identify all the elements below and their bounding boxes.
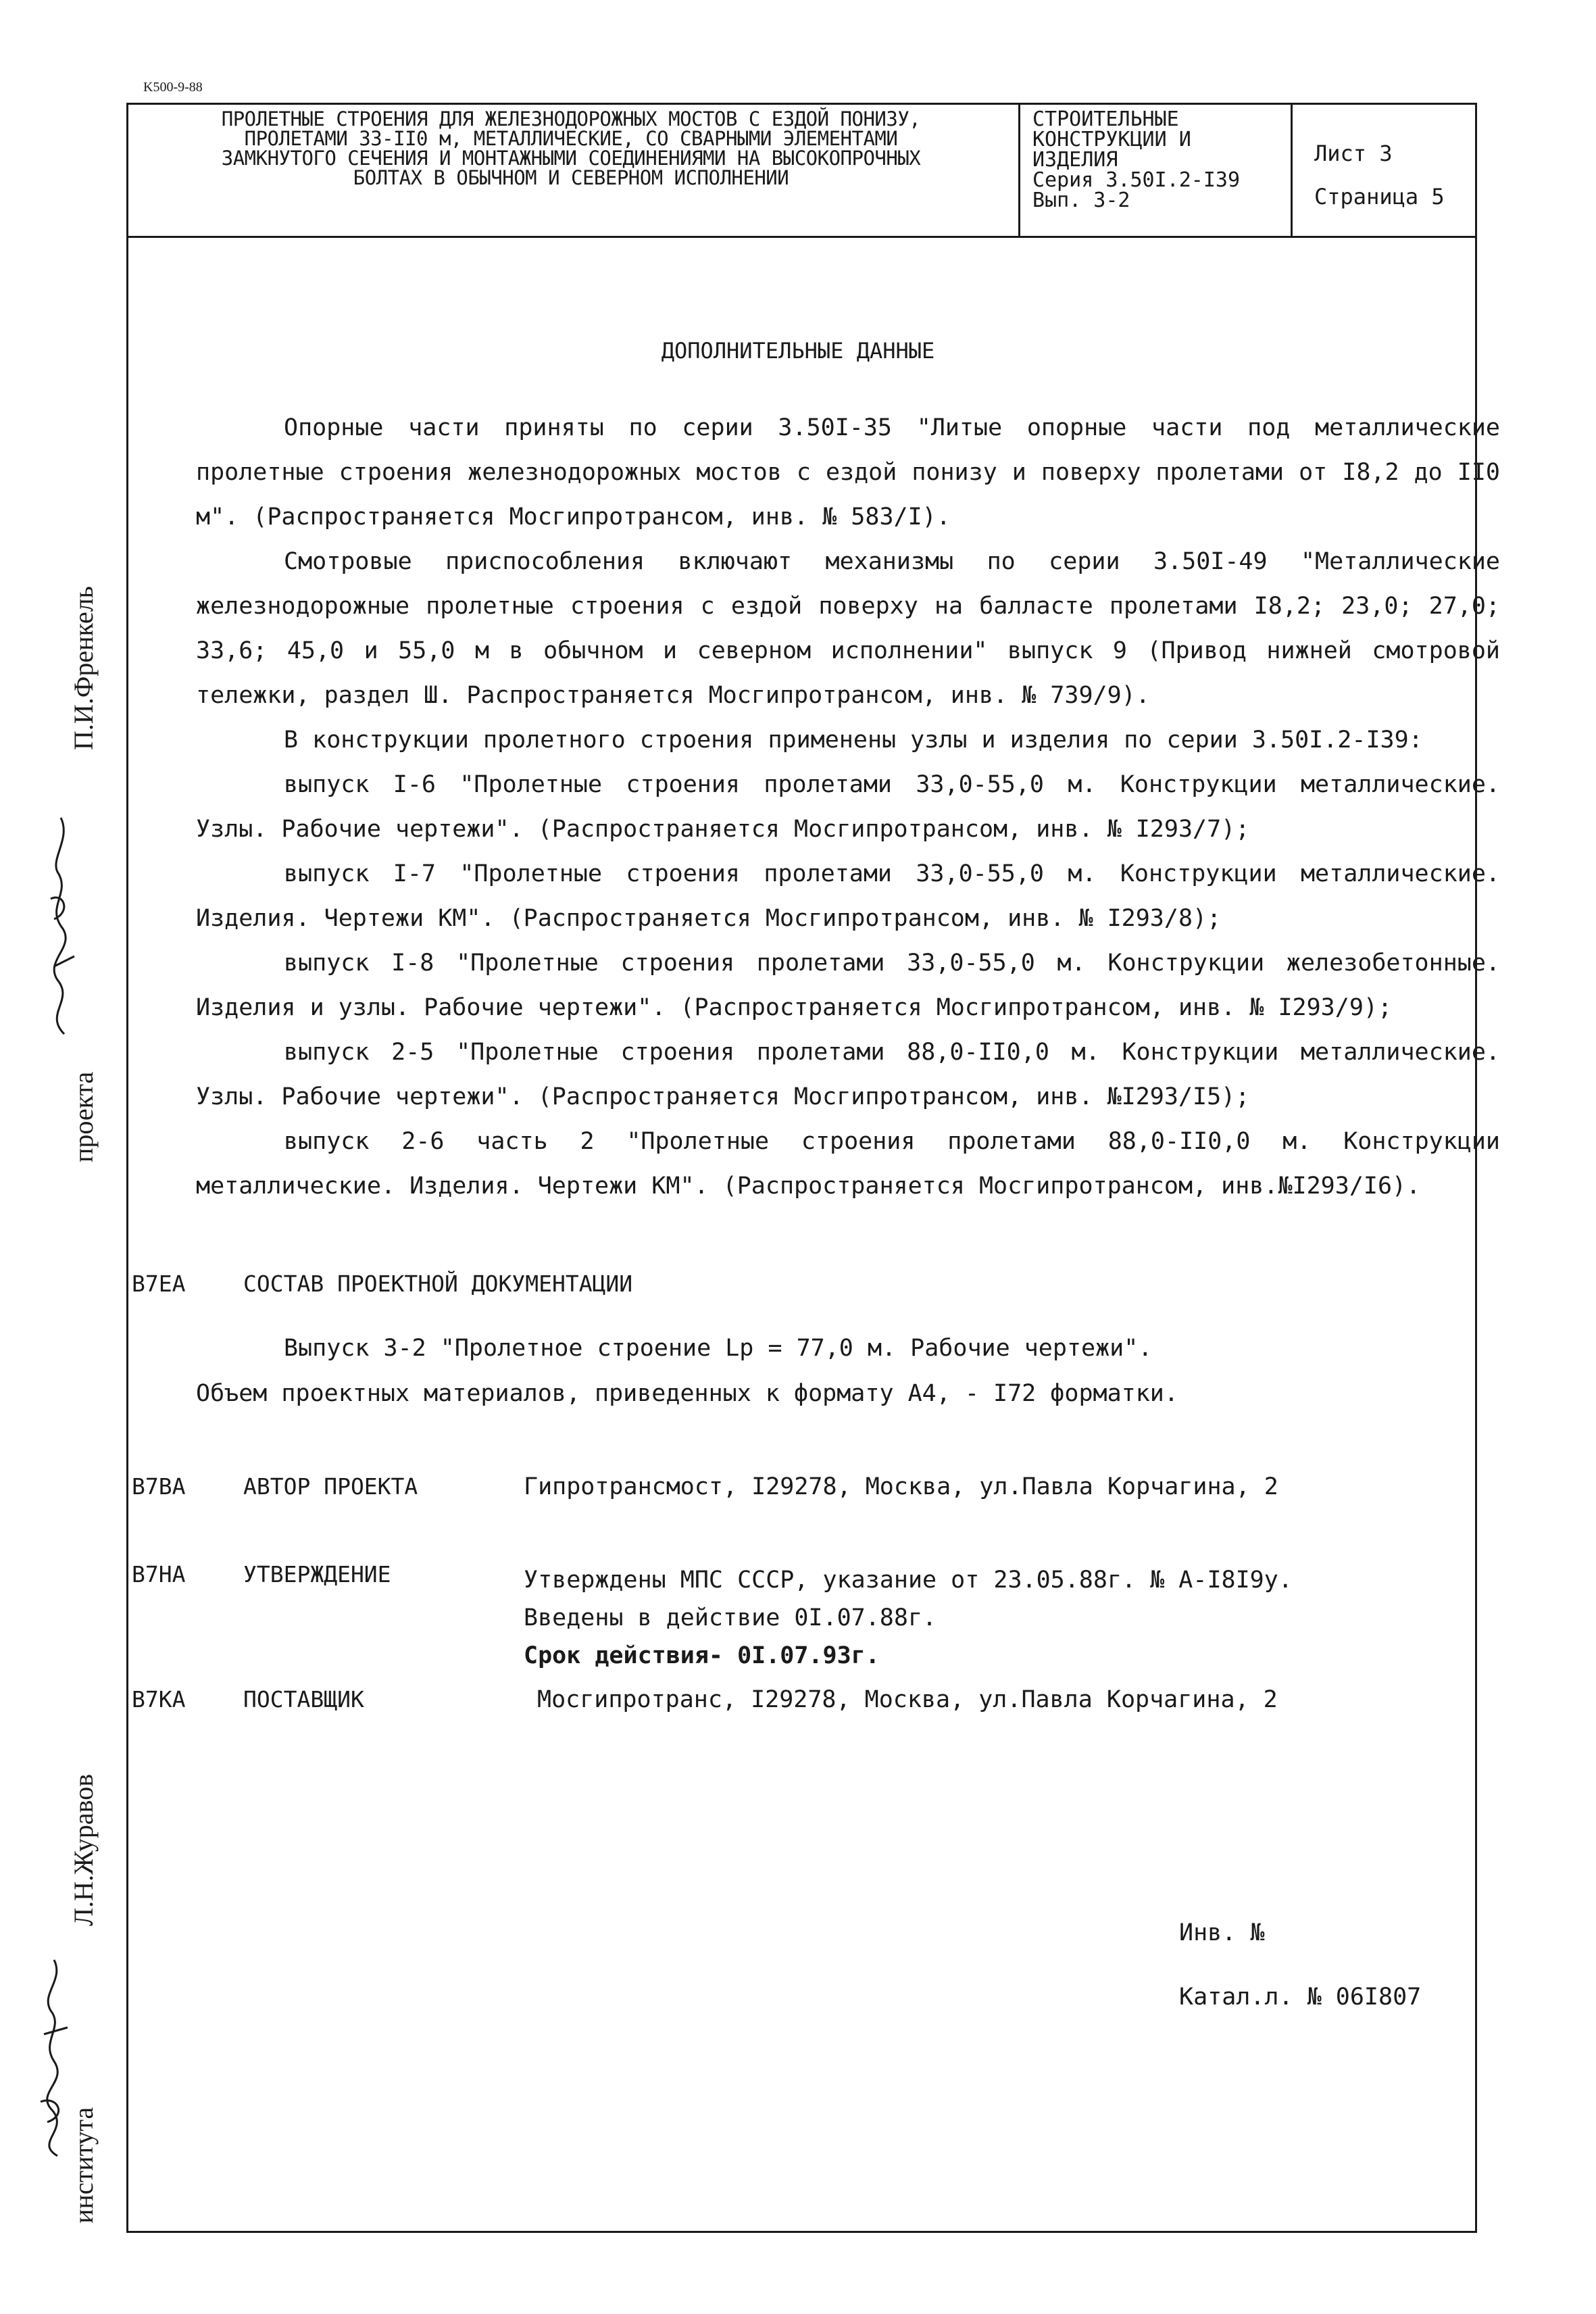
side-name-zhuravov: Л.Н.Журавов	[68, 1773, 99, 1926]
label-supplier: ПОСТАВЩИК	[243, 1686, 364, 1713]
label-documentation: СОСТАВ ПРОЕКТНОЙ ДОКУМЕНТАЦИИ	[243, 1271, 633, 1297]
effective-line: Введены в действие 0I.07.88г.	[524, 1604, 937, 1631]
issue-item: выпуск I-6 "Пролетные строения пролетами 33,0-55,0 м. Конструкции металлические. Узлы. Рабочие чертежи". (Распространяется Мосгипротрансом, инв. № I293/7);	[196, 771, 1500, 843]
signature-frenkel	[37, 797, 84, 1041]
issue-item: выпуск I-7 "Пролетные строения пролетами 33,0-55,0 м. Конструкции металлические. Изделия. Чертежи КМ". (Распространяется Мосгипротрансом, инв. № I293/8);	[196, 860, 1500, 932]
title-line: ЗАМКНУТОГО СЕЧЕНИЯ И МОНТАЖНЫМИ СОЕДИНЕНИЯМИ НА ВЫСОКОПРОЧНЫХ	[221, 147, 921, 170]
sheet-block	[1314, 132, 1445, 218]
issue-item: выпуск 2-5 "Пролетные строения пролетами 88,0-II0,0 м. Конструкции металлические. Узлы. Рабочие чертежи". (Распространяется Мосгипротрансом, инв. №I293/I5);	[196, 1039, 1500, 1110]
issue-item: выпуск I-8 "Пролетные строения пролетами 33,0-55,0 м. Конструкции железобетонные. Изделия и узлы. Рабочие чертежи". (Распространяется Мосгипротрансом, инв. № I293/9);	[196, 950, 1500, 1021]
category-line: СТРОИТЕЛЬНЫЕ	[1032, 107, 1179, 131]
approval-line: Утверждены МПС СССР, указание от 23.05.88г. № А-I8I9у.	[524, 1567, 1293, 1594]
approval-value	[524, 1561, 1293, 1675]
paragraph-bearings: Опорные части приняты по серии 3.50I-35 "Литые опорные части под металлические пролетные строения железнодорожных мостов с ездой понизу и поверху пролетами от I8,2 до II0 м". (Распространяется Мосгипротрансом, инв. № 583/I).	[196, 414, 1500, 531]
code-b7ha: В7НА	[132, 1561, 186, 1587]
issue-item: выпуск 2-6 часть 2 "Пролетные строения пролетами 88,0-II0,0 м. Конструкции металлические. Изделия. Чертежи КМ". (Распространяется Мосгипротрансом, инв.№I293/I6).	[196, 1128, 1500, 1200]
title-line: ПРОЛЕТАМИ 33-II0 м, МЕТАЛЛИЧЕСКИЕ, СО СВАРНЫМИ ЭЛЕМЕНТАМИ	[244, 127, 898, 150]
side-name-frenkel: П.И.Френкель	[68, 586, 99, 750]
signature-zhuravov	[27, 1946, 81, 2163]
catalog-number: Катал.л. № 06I807	[1179, 1984, 1422, 2011]
issue-description: Выпуск 3-2 "Пролетное строение Lр = 77,0 м. Рабочие чертежи".	[284, 1335, 1153, 1362]
label-approval: УТВЕРЖДЕНИЕ	[243, 1561, 391, 1587]
category-line: ИЗДЕЛИЯ	[1032, 148, 1118, 172]
document-title	[135, 109, 1007, 188]
title-line: БОЛТАХ В ОБЫЧНОМ И СЕВЕРНОМ ИСПОЛНЕНИИ	[353, 166, 789, 189]
category-line: КОНСТРУКЦИИ И	[1032, 128, 1191, 151]
side-role-project: проекта	[68, 1071, 99, 1162]
code-b7ba: В7ВА	[132, 1473, 186, 1500]
title-line: ПРОЛЕТНЫЕ СТРОЕНИЯ ДЛЯ ЖЕЛЕЗНОДОРОЖНЫХ МОСТОВ С ЕЗДОЙ ПОНИЗУ,	[221, 107, 921, 130]
issue-line: Вып. 3-2	[1032, 189, 1130, 212]
volume-description: Объем проектных материалов, приведенных к формату А4, - I72 форматки.	[196, 1380, 1178, 1407]
inventory-number: Инв. №	[1179, 1919, 1265, 1946]
title-divider-2	[1291, 103, 1293, 238]
section-heading: ДОПОЛНИТЕЛЬНЫЕ ДАННЫЕ	[661, 338, 935, 364]
paragraph-inspection: Смотровые приспособления включают механизмы по серии 3.50I-49 "Металлические железнодорожные пролетные строения с ездой поверху на балласте пролетами I8,2; 23,0; 27,0; 33,6; 45,0 и 55,0 м в обычном и северном исполнении" выпуск 9 (Привод нижней смотровой тележки, раздел Ш. Распространяется Мосгипротрансом, инв. № 739/9).	[196, 548, 1500, 709]
validity-line: Срок действия- 0I.07.93г.	[524, 1642, 880, 1669]
supplier-value: Мосгипротранс, I29278, Москва, ул.Павла Корчагина, 2	[537, 1686, 1278, 1713]
series-line: Серия 3.50I.2-I39	[1032, 168, 1241, 192]
page-number: Страница 5	[1314, 184, 1445, 210]
paragraph-components: В конструкции пролетного строения применены узлы и изделия по серии 3.50I.2-I39:	[284, 727, 1423, 754]
sheet-number: Лист 3	[1314, 141, 1393, 166]
code-b7ea: В7ЕА	[132, 1271, 186, 1297]
side-role-institute: института	[68, 2107, 99, 2223]
title-divider-1	[1018, 103, 1020, 238]
label-author: АВТОР ПРОЕКТА	[243, 1473, 418, 1500]
code-b7ka: В7КА	[132, 1686, 186, 1713]
document-code: K500-9-88	[143, 80, 203, 95]
author-value: Гипротрансмост, I29278, Москва, ул.Павла Корчагина, 2	[524, 1473, 1278, 1500]
series-block	[1032, 109, 1240, 211]
